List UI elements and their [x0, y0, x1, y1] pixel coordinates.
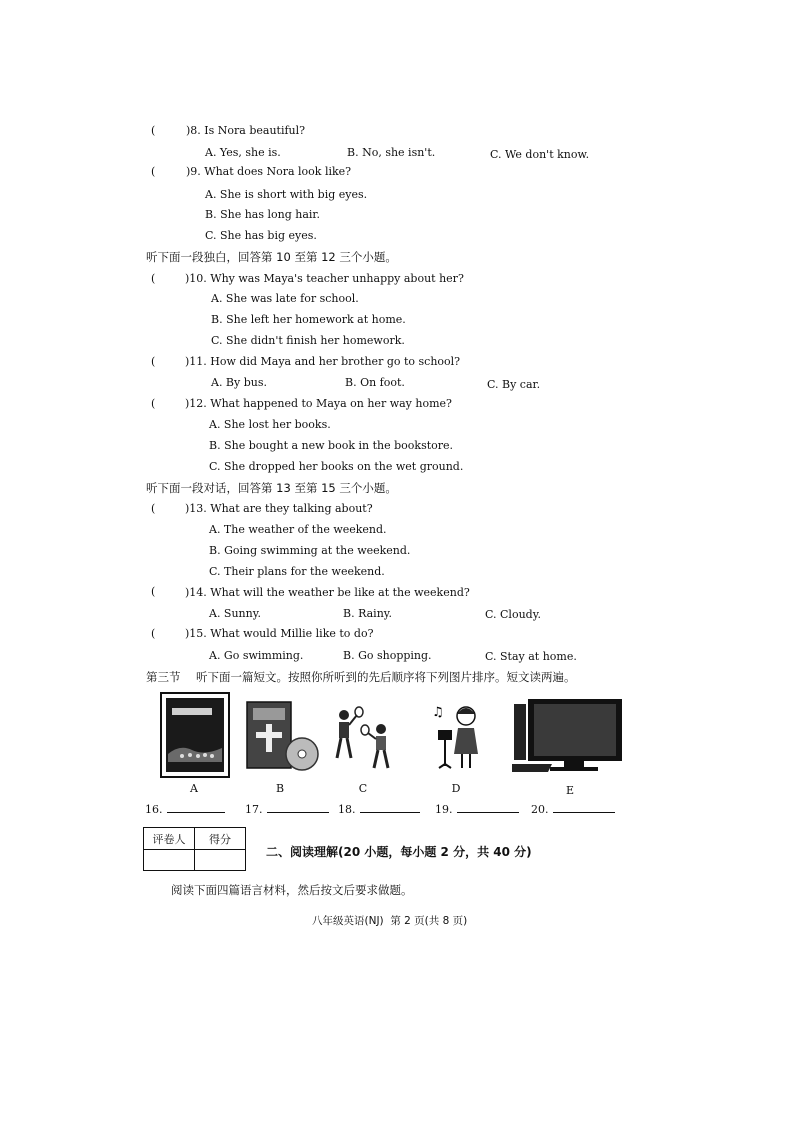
- section-3-instruction: 听下面一篇短文。按照你所听到的先后顺序将下列图片排序。短文读两遍。: [196, 670, 576, 684]
- q11-option-c: C. By car.: [487, 378, 541, 391]
- q12-option-c: C. She dropped her books on the wet ground.: [209, 460, 464, 473]
- q15-option-b: B. Go shopping.: [343, 649, 432, 662]
- blank-number: 17.: [245, 803, 263, 816]
- picture-e-computer: [510, 696, 626, 776]
- question-15: )15. What would Millie like to do?: [185, 627, 374, 640]
- part-2-instruction: 阅读下面四篇语言材料，然后按文后要求做题。: [171, 883, 413, 897]
- blank-number: 16.: [145, 803, 163, 816]
- q9-option-b: B. She has long hair.: [205, 208, 320, 221]
- q10-option-a: A. She was late for school.: [211, 292, 359, 305]
- answer-blank-18[interactable]: [338, 802, 420, 816]
- blank-number: 18.: [338, 803, 356, 816]
- q13-option-c: C. Their plans for the weekend.: [209, 565, 385, 578]
- picture-a-poster: [160, 692, 230, 778]
- q8-option-b: B. No, she isn't.: [347, 146, 436, 159]
- blank-number: 20.: [531, 803, 549, 816]
- blank-number: 19.: [435, 803, 453, 816]
- q13-option-b: B. Going swimming at the weekend.: [209, 544, 411, 557]
- picture-label-a: A: [190, 782, 198, 795]
- question-10: )10. Why was Maya's teacher unhappy about her?: [185, 272, 464, 285]
- svg-text:♫: ♫: [432, 705, 444, 720]
- answer-blank-19[interactable]: [435, 802, 519, 816]
- q9-option-a: A. She is short with big eyes.: [205, 188, 368, 201]
- picture-b-dvd: [244, 696, 322, 776]
- answer-paren: (: [151, 585, 156, 598]
- reviewer-cell[interactable]: [144, 850, 195, 871]
- reviewer-header: 评卷人: [144, 828, 195, 850]
- answer-blank-16[interactable]: [145, 802, 225, 816]
- listening-intro-13-15: 听下面一段对话，回答第 13 至第 15 三个小题。: [146, 481, 397, 495]
- picture-c-badminton: [327, 705, 399, 775]
- q14-option-b: B. Rainy.: [343, 607, 393, 620]
- picture-label-d: D: [451, 782, 461, 795]
- question-13: )13. What are they talking about?: [185, 502, 373, 515]
- answer-blank-17[interactable]: [245, 802, 329, 816]
- q15-option-c: C. Stay at home.: [485, 650, 577, 663]
- q15-option-a: A. Go swimming.: [209, 649, 304, 662]
- picture-label-c: C: [358, 782, 368, 795]
- page-footer: 八年级英语(NJ) 第 2 页(共 8 页): [312, 915, 468, 927]
- q8-option-c: C. We don't know.: [490, 148, 590, 161]
- q14-option-c: C. Cloudy.: [485, 608, 541, 621]
- score-table: [143, 827, 246, 871]
- q12-option-a: A. She lost her books.: [209, 418, 331, 431]
- q11-option-a: A. By bus.: [211, 376, 267, 389]
- question-14: )14. What will the weather be like at the weekend?: [185, 586, 470, 599]
- q13-option-a: A. The weather of the weekend.: [209, 523, 387, 536]
- answer-paren: (: [151, 355, 156, 368]
- q14-option-a: A. Sunny.: [209, 607, 261, 620]
- score-header: 得分: [195, 828, 246, 850]
- answer-paren: (: [151, 272, 156, 285]
- picture-label-e: E: [565, 784, 575, 797]
- answer-paren: (: [151, 165, 156, 178]
- picture-label-b: B: [275, 782, 285, 795]
- part-2-title: 二、阅读理解(20 小题，每小题 2 分，共 40 分): [266, 845, 532, 859]
- score-cell[interactable]: [195, 850, 246, 871]
- q8-option-a: A. Yes, she is.: [205, 146, 281, 159]
- answer-paren: (: [151, 502, 156, 515]
- q10-option-c: C. She didn't finish her homework.: [211, 334, 405, 347]
- q10-option-b: B. She left her homework at home.: [211, 313, 406, 326]
- answer-paren: (: [151, 397, 156, 410]
- q12-option-b: B. She bought a new book in the bookstore.: [209, 439, 454, 452]
- picture-d-singing: [430, 700, 486, 774]
- question-12: )12. What happened to Maya on her way home?: [185, 397, 452, 410]
- question-8: )8. Is Nora beautiful?: [186, 124, 306, 137]
- question-9: )9. What does Nora look like?: [186, 165, 352, 178]
- q9-option-c: C. She has big eyes.: [205, 229, 317, 242]
- question-11: )11. How did Maya and her brother go to school?: [185, 355, 461, 368]
- answer-paren: (: [151, 627, 156, 640]
- answer-paren: (: [151, 124, 156, 137]
- q11-option-b: B. On foot.: [345, 376, 405, 389]
- answer-blank-20[interactable]: [531, 802, 615, 816]
- section-3-label: 第三节: [146, 670, 181, 684]
- listening-intro-10-12: 听下面一段独白，回答第 10 至第 12 三个小题。: [146, 250, 397, 264]
